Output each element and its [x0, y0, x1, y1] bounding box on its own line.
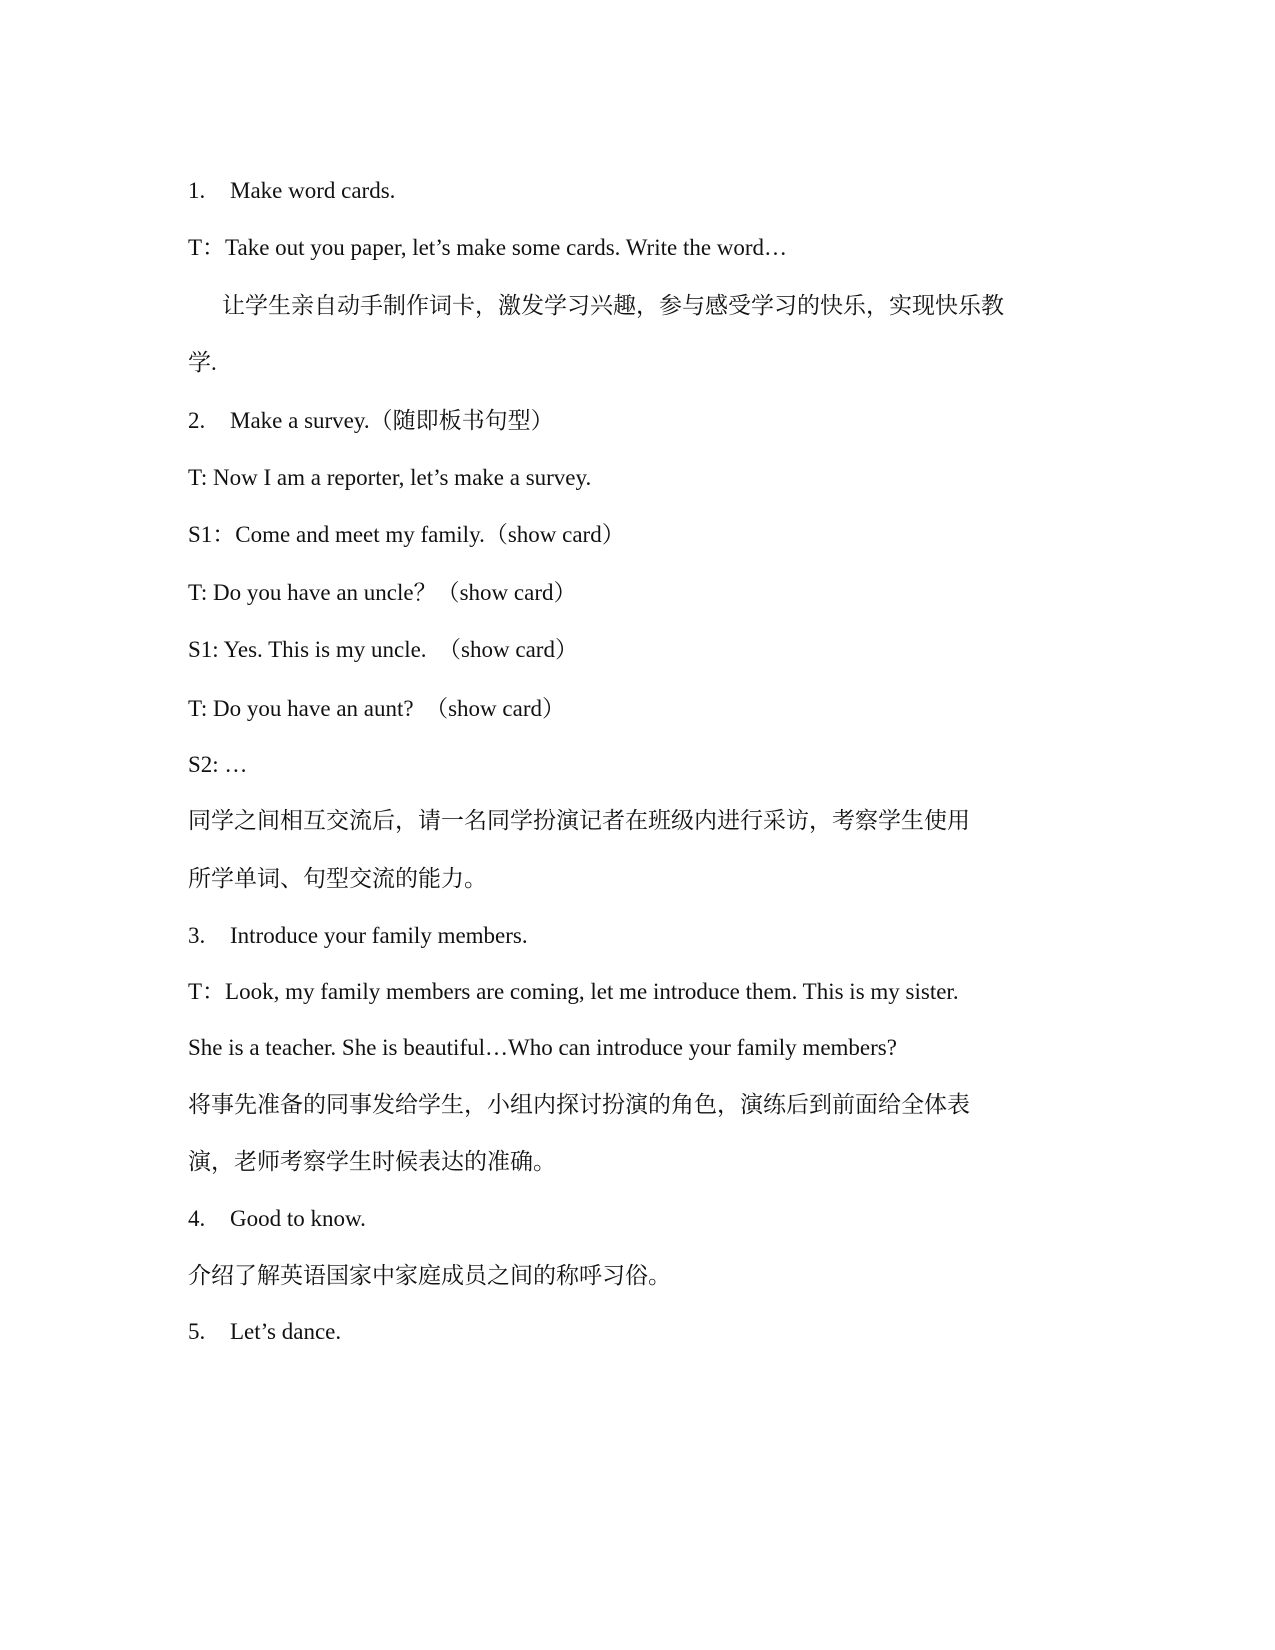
list-number: 1. — [188, 178, 206, 203]
paragraph-line: 介绍了解英语国家中家庭成员之间的称呼习俗。 — [188, 1263, 671, 1288]
list-item-1 — [188, 176, 395, 206]
list-item-text: Make word cards. — [230, 178, 396, 203]
list-item-5 — [188, 1317, 341, 1347]
list-item-3 — [188, 921, 528, 951]
list-number: 5. — [188, 1319, 206, 1344]
paragraph-line: 同学之间相互交流后，请一名同学扮演记者在班级内进行采访，考察学生使用 — [188, 808, 970, 833]
paragraph-line: 让学生亲自动手制作词卡，激发学习兴趣，参与感受学习的快乐，实现快乐教 — [222, 293, 1004, 318]
paragraph-line: 演，老师考察学生时候表达的准确。 — [188, 1149, 556, 1174]
dialogue-line: She is a teacher. She is beautiful…Who can introduce your family members? — [188, 1035, 897, 1060]
paragraph-line: 学. — [188, 350, 217, 375]
list-item-text: Introduce your family members. — [230, 923, 528, 948]
list-number: 2. — [188, 408, 206, 433]
dialogue-line: S2: … — [188, 752, 248, 777]
dialogue-line: T: Now I am a reporter, let’s make a survey. — [188, 465, 592, 490]
paragraph-line: 将事先准备的同事发给学生，小组内探讨扮演的角色，演练后到前面给全体表 — [188, 1092, 970, 1117]
list-number: 4. — [188, 1206, 206, 1231]
list-number: 3. — [188, 923, 206, 948]
dialogue-line: T: Do you have an aunt? （show card） — [188, 696, 565, 721]
dialogue-line: T：Look, my family members are coming, let me introduce them. This is my sister. — [188, 979, 959, 1004]
list-item-2 — [188, 406, 554, 436]
list-item-text: Let’s dance. — [230, 1319, 342, 1344]
dialogue-line: T: Do you have an uncle？（show card） — [188, 580, 577, 605]
list-item-text: Make a survey.（随即板书句型） — [230, 408, 554, 433]
list-item-text: Good to know. — [230, 1206, 366, 1231]
dialogue-line: T：Take out you paper, let’s make some cards. Write the word… — [188, 235, 788, 260]
dialogue-line: S1：Come and meet my family.（show card） — [188, 522, 625, 547]
dialogue-line: S1: Yes. This is my uncle. （show card） — [188, 637, 578, 662]
paragraph-line: 所学单词、句型交流的能力。 — [188, 866, 487, 891]
list-item-4 — [188, 1204, 366, 1234]
